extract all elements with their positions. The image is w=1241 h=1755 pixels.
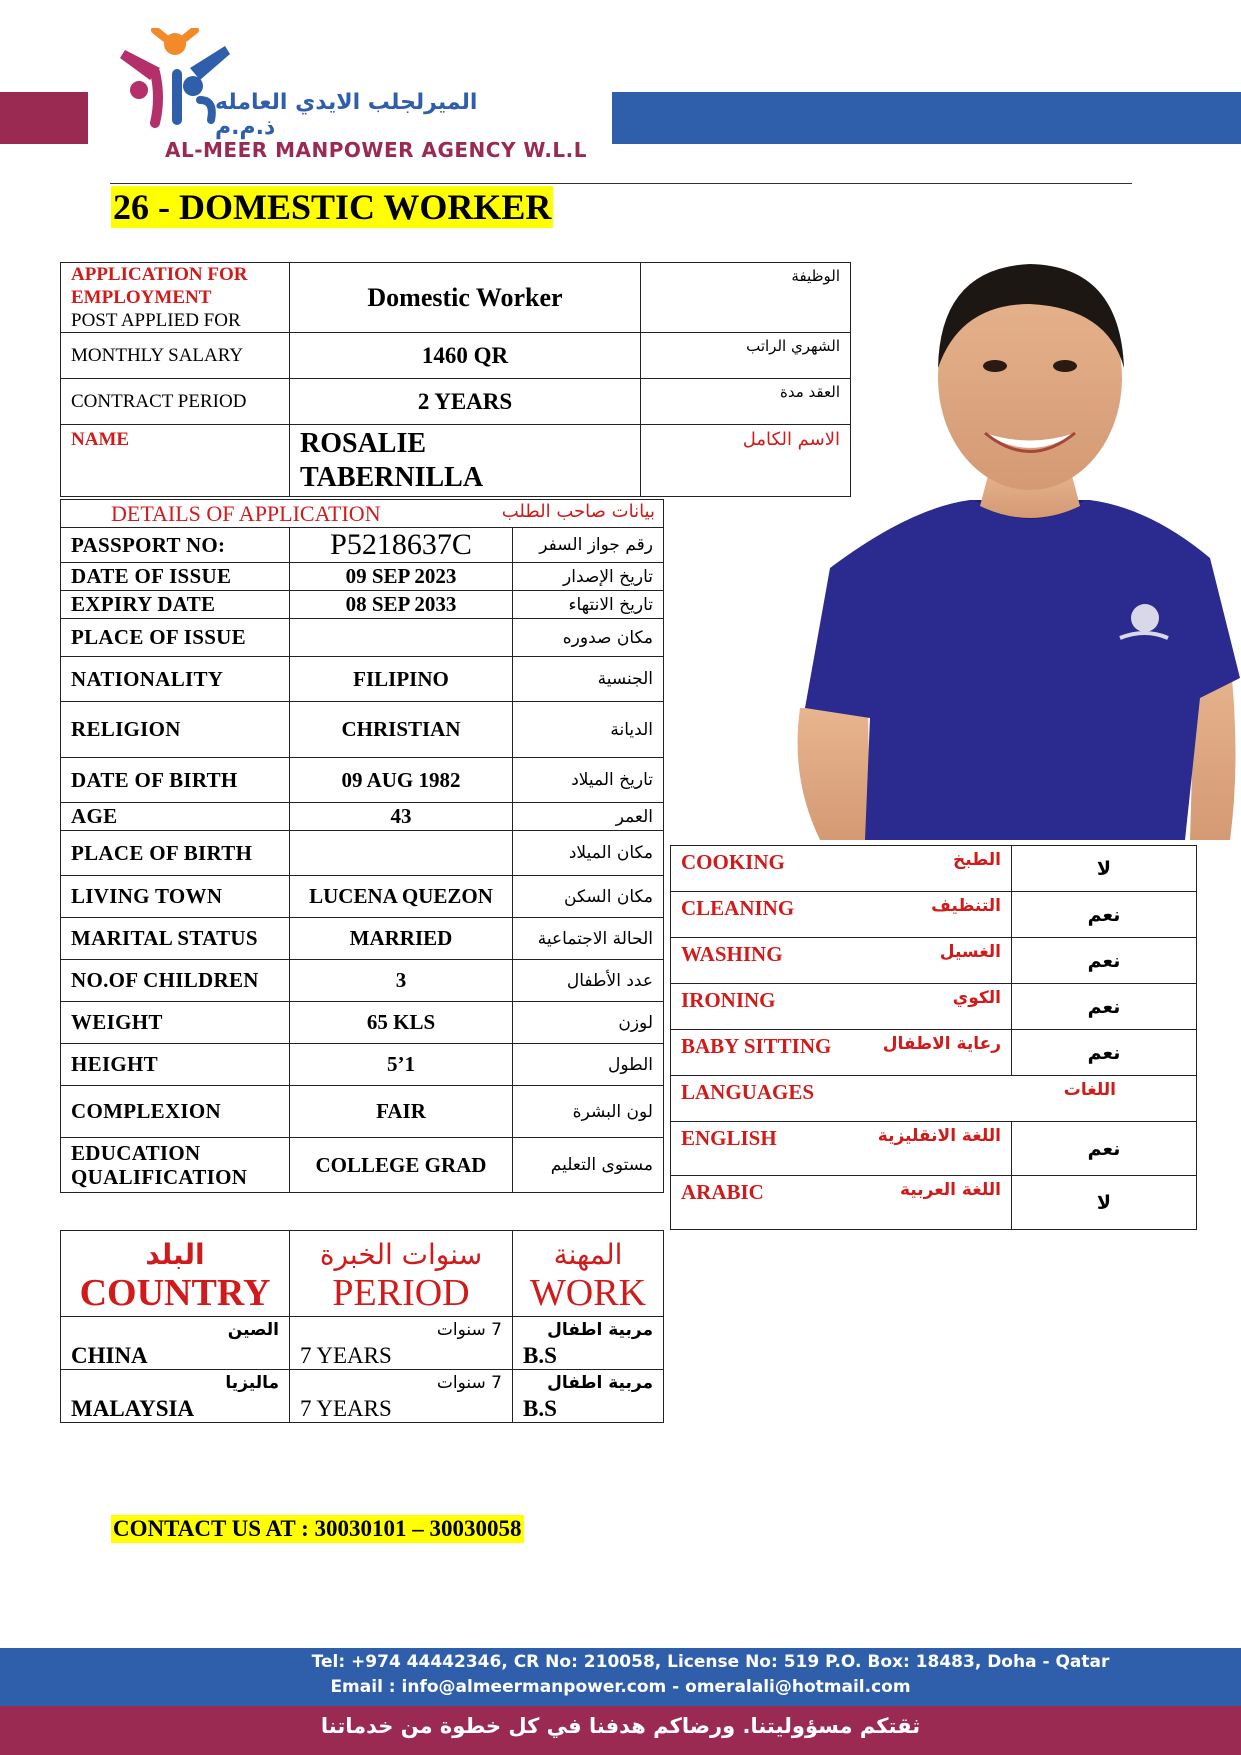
skill-row <box>671 984 1197 1030</box>
details-label: PASSPORT NO: <box>61 528 290 563</box>
details-row <box>61 528 664 563</box>
languages-heading-arabic: اللغات <box>1063 1080 1116 1100</box>
header-blue-bar <box>612 92 1241 144</box>
exp-head-country-english: COUNTRY <box>79 1271 271 1314</box>
details-value: 65 KLS <box>290 1002 513 1044</box>
details-label: DATE OF ISSUE <box>61 563 290 591</box>
post-value: Domestic Worker <box>290 263 641 333</box>
skill-answer: نعم <box>1012 1122 1197 1176</box>
details-value: LUCENA QUEZON <box>290 876 513 918</box>
details-value: MARRIED <box>290 918 513 960</box>
skills-table <box>670 845 1197 1230</box>
exp-head-period <box>290 1231 513 1317</box>
details-value <box>290 619 513 657</box>
details-value <box>290 831 513 876</box>
experience-work: B.S <box>523 1396 557 1421</box>
experience-country: CHINA <box>71 1343 148 1368</box>
salary-value: 1460 QR <box>290 333 641 379</box>
application-table <box>60 262 851 497</box>
skill-label: IRONING <box>671 984 852 1030</box>
contract-value: 2 YEARS <box>290 379 641 425</box>
skill-row <box>671 938 1197 984</box>
details-row <box>61 1002 664 1044</box>
details-heading-arabic: بيانات صاحب الطلب <box>501 500 655 522</box>
details-value: COLLEGE GRAD <box>290 1138 513 1193</box>
details-label: MARITAL STATUS <box>61 918 290 960</box>
skill-label: BABY SITTING <box>671 1030 852 1076</box>
experience-country: MALAYSIA <box>71 1396 195 1421</box>
details-arabic-label: مكان السكن <box>513 876 664 918</box>
details-arabic-label: الجنسية <box>513 657 664 702</box>
skill-arabic-label: رعاية الاطفال <box>851 1030 1012 1076</box>
details-label: RELIGION <box>61 702 290 758</box>
skill-arabic-label: الكوي <box>851 984 1012 1030</box>
details-arabic-label: لوزن <box>513 1002 664 1044</box>
experience-period-cell <box>290 1317 513 1370</box>
details-arabic-label: الحالة الاجتماعية <box>513 918 664 960</box>
details-value: P5218637C <box>290 528 513 563</box>
details-row <box>61 758 664 803</box>
skill-answer: نعم <box>1012 892 1197 938</box>
footer-contact-line: Tel: +974 44442346, CR No: 210058, License No: 519 P.O. Box: 18483, Doha - Qatar <box>311 1652 1110 1672</box>
post-applied-label: POST APPLIED FOR <box>71 310 241 331</box>
skill-label: COOKING <box>671 846 852 892</box>
details-label: EDUCATION QUALIFICATION <box>61 1138 290 1193</box>
experience-period: 7 YEARS <box>300 1396 392 1421</box>
skill-label: CLEANING <box>671 892 852 938</box>
skill-label: ARABIC <box>671 1176 852 1230</box>
footer-email-line: Email : info@almeermanpower.com - omeralali@hotmail.com <box>330 1677 911 1697</box>
skill-arabic-label: الطبخ <box>851 846 1012 892</box>
details-value: 3 <box>290 960 513 1002</box>
skill-arabic-label: اللغة الانقليزية <box>851 1122 1012 1176</box>
name-label: NAME <box>61 425 290 497</box>
skill-label: ENGLISH <box>671 1122 852 1176</box>
name-value <box>290 425 641 497</box>
experience-row <box>61 1317 664 1370</box>
details-row <box>61 702 664 758</box>
name-first: ROSALIE <box>300 427 427 459</box>
languages-heading: LANGUAGES <box>681 1080 815 1104</box>
details-value: 09 AUG 1982 <box>290 758 513 803</box>
experience-row <box>61 1370 664 1423</box>
details-arabic-label: تاريخ الانتهاء <box>513 591 664 619</box>
contact-line: CONTACT US AT : 30030101 – 30030058 <box>113 1516 522 1541</box>
brand-arabic-name: الميرلجلب الايدي العامله ذ.م.م <box>215 90 478 140</box>
header-rule <box>110 183 1132 184</box>
skill-row <box>671 892 1197 938</box>
details-heading-cell <box>61 500 664 528</box>
applicant-photo <box>790 238 1241 840</box>
details-label: NATIONALITY <box>61 657 290 702</box>
details-label: PLACE OF BIRTH <box>61 831 290 876</box>
details-value: 5’1 <box>290 1044 513 1086</box>
experience-country-cell <box>61 1317 290 1370</box>
details-label: AGE <box>61 803 290 831</box>
details-value: 09 SEP 2023 <box>290 563 513 591</box>
experience-period-arabic: 7 سنوات <box>436 1320 502 1340</box>
skill-arabic-label: اللغة العربية <box>851 1176 1012 1230</box>
details-value: FILIPINO <box>290 657 513 702</box>
post-label-cell <box>61 263 290 333</box>
skill-label: WASHING <box>671 938 852 984</box>
name-last: TABERNILLA <box>300 461 484 493</box>
details-label: LIVING TOWN <box>61 876 290 918</box>
skill-arabic-label: الغسيل <box>851 938 1012 984</box>
skill-answer: لا <box>1012 846 1197 892</box>
details-arabic-label: تاريخ الإصدار <box>513 563 664 591</box>
application-label: APPLICATION FOR EMPLOYMENT <box>71 264 248 308</box>
details-row <box>61 1086 664 1138</box>
details-row <box>61 876 664 918</box>
details-value: 08 SEP 2033 <box>290 591 513 619</box>
footer-slogan: ثقتكم مسؤوليتنا. ورضاكم هدفنا في كل خطوة من خدماتنا <box>320 1714 921 1738</box>
salary-arabic-label: الشهري الراتب <box>641 333 851 379</box>
skill-row <box>671 1176 1197 1230</box>
details-label: COMPLEXION <box>61 1086 290 1138</box>
experience-period: 7 YEARS <box>300 1343 392 1368</box>
header-maroon-bar <box>0 92 88 144</box>
details-label: NO.OF CHILDREN <box>61 960 290 1002</box>
skill-answer: نعم <box>1012 984 1197 1030</box>
exp-head-work-arabic: المهنة <box>553 1237 623 1271</box>
experience-country-arabic: ماليزيا <box>225 1373 279 1393</box>
skill-row <box>671 846 1197 892</box>
details-table <box>60 499 664 1193</box>
experience-work: B.S <box>523 1343 557 1368</box>
details-arabic-label: عدد الأطفال <box>513 960 664 1002</box>
details-row <box>61 831 664 876</box>
experience-work-cell <box>513 1370 664 1423</box>
details-row <box>61 960 664 1002</box>
details-heading: DETAILS OF APPLICATION <box>111 500 381 526</box>
post-arabic-label: الوظيفة <box>641 263 851 333</box>
details-label: WEIGHT <box>61 1002 290 1044</box>
salary-label: MONTHLY SALARY <box>61 333 290 379</box>
exp-head-country <box>61 1231 290 1317</box>
experience-period-arabic: 7 سنوات <box>436 1373 502 1393</box>
experience-work-arabic: مربية اطفال <box>547 1373 653 1393</box>
contract-label: CONTRACT PERIOD <box>61 379 290 425</box>
exp-head-work-english: WORK <box>529 1271 647 1314</box>
experience-table <box>60 1230 664 1423</box>
details-row <box>61 591 664 619</box>
skill-row <box>671 1030 1197 1076</box>
exp-head-work <box>513 1231 664 1317</box>
experience-period-cell <box>290 1370 513 1423</box>
details-row <box>61 619 664 657</box>
exp-head-country-arabic: البلد <box>145 1237 205 1271</box>
exp-head-period-arabic: سنوات الخبرة <box>319 1237 483 1271</box>
skill-answer: نعم <box>1012 938 1197 984</box>
experience-work-cell <box>513 1317 664 1370</box>
details-arabic-label: مكان صدوره <box>513 619 664 657</box>
details-arabic-label: العمر <box>513 803 664 831</box>
skill-arabic-label: التنظيف <box>851 892 1012 938</box>
details-value: 43 <box>290 803 513 831</box>
details-row <box>61 1138 664 1193</box>
details-label: PLACE OF ISSUE <box>61 619 290 657</box>
exp-head-period-english: PERIOD <box>332 1271 470 1314</box>
details-row <box>61 1044 664 1086</box>
skill-answer: نعم <box>1012 1030 1197 1076</box>
details-label: EXPIRY DATE <box>61 591 290 619</box>
details-arabic-label: مكان الميلاد <box>513 831 664 876</box>
experience-country-cell <box>61 1370 290 1423</box>
details-arabic-label: تاريخ الميلاد <box>513 758 664 803</box>
details-arabic-label: لون البشرة <box>513 1086 664 1138</box>
details-value: FAIR <box>290 1086 513 1138</box>
details-label: HEIGHT <box>61 1044 290 1086</box>
page-title: 26 - DOMESTIC WORKER <box>113 187 552 227</box>
details-arabic-label: الطول <box>513 1044 664 1086</box>
details-row <box>61 563 664 591</box>
details-arabic-label: رقم جواز السفر <box>513 528 664 563</box>
details-arabic-label: مستوى التعليم <box>513 1138 664 1193</box>
contract-arabic-label: العقد مدة <box>641 379 851 425</box>
brand-english-name: AL-MEER MANPOWER AGENCY W.L.L <box>165 138 588 162</box>
details-row <box>61 918 664 960</box>
experience-work-arabic: مربية اطفال <box>547 1320 653 1340</box>
details-label: DATE OF BIRTH <box>61 758 290 803</box>
name-arabic-label: الاسم الكامل <box>641 425 851 497</box>
details-row <box>61 803 664 831</box>
skill-row <box>671 1122 1197 1176</box>
details-arabic-label: الديانة <box>513 702 664 758</box>
experience-country-arabic: الصين <box>227 1320 279 1340</box>
languages-heading-cell <box>671 1076 1197 1122</box>
skill-answer: لا <box>1012 1176 1197 1230</box>
details-value: CHRISTIAN <box>290 702 513 758</box>
details-row <box>61 657 664 702</box>
